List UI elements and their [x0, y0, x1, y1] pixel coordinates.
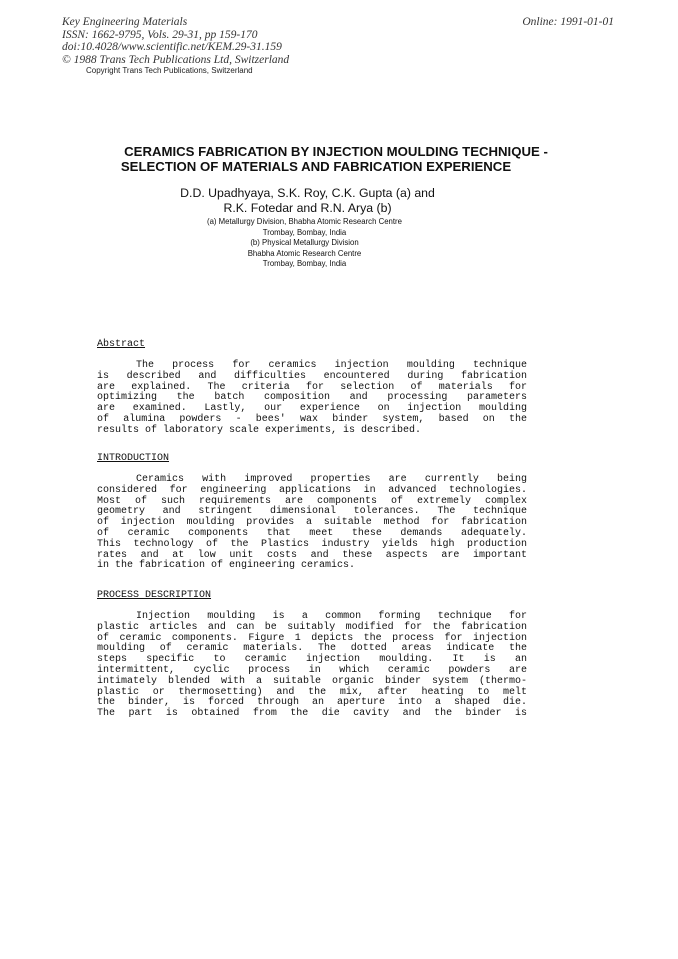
text-line: of injection moulding provides a suitable method for fabrication [97, 517, 527, 529]
text-line: results of laboratory scale experiments, is described. [97, 424, 422, 436]
text-line: are explained. The criteria for selection of materials for [97, 381, 527, 393]
text-line: in the fabrication of engineering ceramics. [97, 560, 356, 572]
title-line-2: SELECTION OF MATERIALS AND FABRICATION EXPERIENCE [120, 159, 512, 174]
text-line: plastic articles and can be suitably modified for the fabrication [97, 621, 527, 633]
affiliation-line: Trombay, Bombay, India [262, 227, 347, 237]
text-line: intermittent, cyclic process in which ceramic powders are [97, 664, 527, 676]
text-line: of ceramic components that meet these demands adequately. [97, 527, 527, 539]
author-list [0, 186, 678, 215]
text-line: is described and difficulties encountered during fabrication [97, 370, 527, 382]
affiliation-line: Trombay, Bombay, India [262, 259, 347, 269]
text-line: This technology of the Plastics industry yields high production [97, 538, 527, 550]
online-date: Online: 1991-01-01 [522, 16, 614, 28]
authors-line-1: D.D. Upadhyaya, S.K. Roy, C.K. Gupta (a) and [180, 186, 435, 200]
journal-name: Key Engineering Materials [62, 16, 188, 28]
process-body [97, 612, 527, 720]
process-heading: PROCESS DESCRIPTION [97, 590, 212, 601]
abstract-body [97, 361, 527, 437]
text-line: moulding of ceramic materials. The dotted areas indicate the [97, 643, 527, 655]
text-line: The part is obtained from the die cavity and the binder is [97, 708, 527, 720]
text-line: Ceramics with improved properties are currently being [136, 474, 527, 485]
text-line: considered for engineering applications in advanced technologies. [97, 484, 527, 496]
authors-line-2: R.K. Fotedar and R.N. Arya (b) [223, 200, 392, 215]
text-line: the binder, is forced through an aperture into a shaped die. [97, 697, 527, 709]
text-line: geometry and stringent dimensional tolerances. The technique [97, 506, 527, 518]
text-line: Most of such requirements are components of extremely complex [97, 495, 527, 507]
text-line: of ceramic components. Figure 1 depicts the process for injection [97, 632, 527, 644]
text-line: are examined. Lastly, our experience on injection moulding [97, 403, 527, 415]
text-line: intimately blended with a suitable organic binder system (thermo- [97, 675, 527, 687]
copyright-notice: Copyright Trans Tech Publications, Switzerland [86, 66, 253, 75]
text-line: plastic or thermosetting) and the mix, after heating to melt [97, 686, 527, 698]
text-line: steps specific to ceramic injection moulding. It is an [97, 654, 527, 666]
introduction-heading: INTRODUCTION [97, 453, 170, 464]
paper-title [0, 144, 678, 174]
introduction-body [97, 475, 527, 572]
issn-line: ISSN: 1662-9795, Vols. 29-31, pp 159-170 [62, 28, 258, 41]
doi-line: doi:10.4028/www.scientific.net/KEM.29-31.159 [62, 41, 282, 53]
title-line-1: CERAMICS FABRICATION BY INJECTION MOULDING TECHNIQUE - [124, 144, 548, 159]
text-line: of alumina powders - bees' wax binder system, based on the [97, 413, 527, 425]
affiliation-line: (b) Physical Metallurgy Division [250, 238, 359, 248]
affiliation-line: (a) Metallurgy Division, Bhabha Atomic Research Centre [206, 217, 402, 226]
affiliations [0, 217, 678, 270]
text-line: The process for ceramics injection moulding technique [136, 360, 527, 371]
abstract-heading: Abstract [97, 339, 146, 350]
text-line: optimizing the batch composition and processing parameters [97, 392, 527, 404]
journal-header [62, 16, 289, 66]
affiliation-line: Bhabha Atomic Research Centre [247, 248, 362, 258]
text-line: Injection moulding is a common forming technique for [136, 611, 527, 622]
rights-line: © 1988 Trans Tech Publications Ltd, Switzerland [62, 53, 290, 66]
text-line: rates and at low unit costs and these aspects are important [97, 549, 527, 561]
